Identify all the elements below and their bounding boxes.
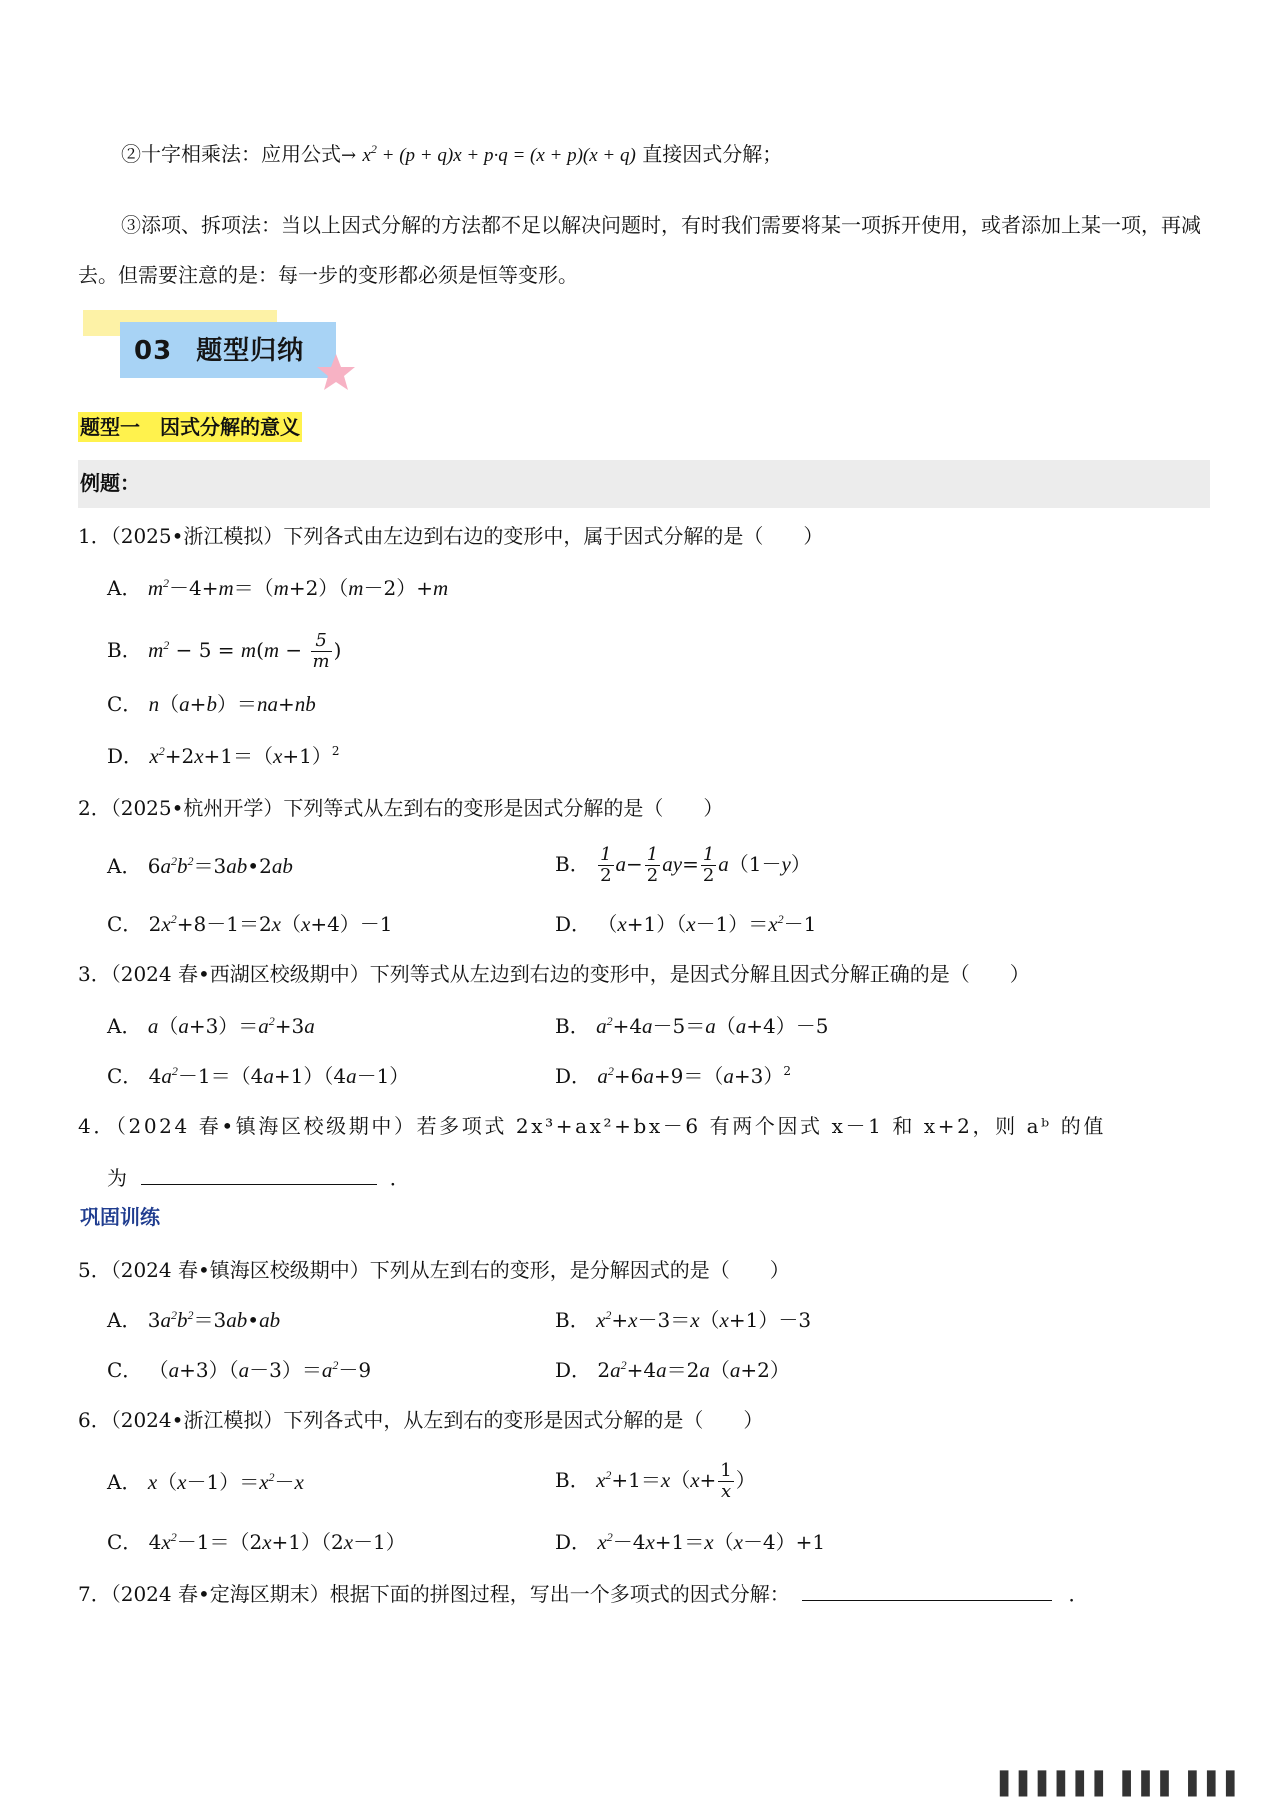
q6-stem: 6．（2024•浙江模拟）下列各式中，从左到右的变形是因式分解的是（ ）	[78, 1408, 764, 1432]
arrow-icon: →	[341, 145, 357, 166]
q6-option-b: B． $x^2+1=x(x+$ $\frac{1}{x}$ ）	[555, 1460, 756, 1502]
q3-option-c: C． $4a^2-1=(4a+1)(4a-1)$	[107, 1064, 410, 1088]
q1-option-c: C． n（a+b）＝na+nb	[107, 692, 316, 716]
watermark: ▌▌▌▌▌▌ ▌▌▌ ▌▌▌	[1000, 1772, 1246, 1797]
q1-option-d: D． $x^2+2x+1=(x+1)^2$	[107, 744, 340, 768]
option-label: A．	[107, 1014, 142, 1038]
option-label: B．	[107, 638, 142, 662]
cross-multiplication-formula: $x^2 + (p + q)x + p\cdot q = (x + p)(x + q)$	[362, 142, 636, 166]
option-label: C．	[107, 692, 143, 716]
option-label: A．	[107, 854, 142, 878]
option-label: C．	[107, 1358, 143, 1382]
method2-suffix: 直接因式分解；	[642, 142, 783, 166]
q5-option-d: D． $2a^2+4a=2a(a+2)$	[555, 1358, 790, 1382]
q2-option-c: C． $2x^2+8-1=2x(x+4)-1$	[107, 912, 393, 936]
option-label: D．	[555, 1064, 592, 1088]
star-icon	[316, 352, 356, 392]
option-label: D．	[107, 744, 144, 768]
option-label: B．	[555, 1468, 590, 1492]
section-title: 题型归纳	[196, 336, 305, 366]
option-label: D．	[555, 912, 592, 936]
type-one-title: 题型一 因式分解的意义	[78, 412, 302, 442]
method3-paragraph: ③添项、拆项法：当以上因式分解的方法都不足以解决问题时，有时我们需要将某一项拆开使用，或者添加上某一项，再减去。但需要注意的是：每一步的变形都必须是恒等变形。	[78, 213, 1201, 287]
option-label: A．	[107, 1470, 142, 1494]
option-label: C．	[107, 912, 143, 936]
section-number: 03	[134, 336, 173, 366]
q4-prefix: 为	[107, 1166, 127, 1190]
q1-stem: 1．（2025•浙江模拟）下列各式由左边到右边的变形中，属于因式分解的是（ ）	[78, 524, 824, 548]
q7-end: ．	[1068, 1582, 1089, 1606]
q2-stem: 2．（2025•杭州开学）下列等式从左到右的变形是因式分解的是（ ）	[78, 796, 724, 820]
q6-option-a: A． $x(x-1)=x^2-x$	[107, 1470, 304, 1494]
option-label: D．	[555, 1358, 592, 1382]
q5-option-c: C． $(a+3)(a-3)=a^2-9$	[107, 1358, 372, 1382]
q3-option-b: B． $a^2+4a-5=a(a+4)-5$	[555, 1014, 829, 1038]
option-label: C．	[107, 1530, 143, 1554]
q2-option-d: D． $(x+1)(x-1)=x^2-1$	[555, 912, 817, 936]
option-label: B．	[555, 852, 590, 876]
example-label: 例题：	[80, 471, 140, 495]
example-label-bar	[78, 460, 1210, 508]
answer-blank[interactable]	[802, 1578, 1052, 1601]
consolidation-title: 巩固训练	[80, 1205, 160, 1229]
q4-stem-line2	[107, 1162, 410, 1192]
option-label: C．	[107, 1064, 143, 1088]
option-label: D．	[555, 1530, 592, 1554]
method2-text: ②十字相乘法：应用公式	[121, 142, 341, 166]
q6-option-d: D． $x^2-4x+1=x(x-4)+1$	[555, 1530, 826, 1554]
q5-option-a: A． $3a^2b^2=3ab•ab$	[107, 1308, 281, 1332]
q7-stem: 7．（2024 春•定海区期末）根据下面的拼图过程，写出一个多项式的因式分解：	[78, 1582, 790, 1606]
q2-option-b: B． $\frac{1}{2}$ a− $\frac{1}{2}$ ay= $\frac{1}{2}$ a（1－y）	[555, 844, 811, 886]
q6-option-c: C． $4x^2-1=(2x+1)(2x-1)$	[107, 1530, 406, 1554]
q3-option-d: D． $a^2+6a+9=(a+3)^2$	[555, 1064, 791, 1088]
q3-stem: 3．（2024 春•西湖区校级期中）下列等式从左边到右边的变形中，是因式分解且因式分解正确的是（ ）	[78, 962, 1030, 986]
q3-option-a: A． $a(a+3)=a^2+3a$	[107, 1014, 315, 1038]
option-label: A．	[107, 576, 142, 600]
q7-line	[78, 1578, 1089, 1608]
answer-blank[interactable]	[141, 1162, 377, 1185]
option-label: B．	[555, 1308, 590, 1332]
q1-option-a: A． $m^2-4+m=(m+2)(m-2)+m$	[107, 576, 449, 600]
option-label: B．	[555, 1014, 590, 1038]
q2-option-a: A． $6a^2b^2=3ab•2ab$	[107, 854, 293, 878]
method2-line	[121, 140, 782, 170]
q5-option-b: B． $x^2+x-3=x(x+1)-3$	[555, 1308, 812, 1332]
q1-option-b: B． $m^2 - 5 = m(m$ − $\frac{5}{m}$ )	[107, 630, 342, 672]
section-banner-title	[134, 330, 304, 367]
q4-stem-line1: 4．（2024 春•镇海区校级期中）若多项式 2x³+ax²+bx－6 有两个因式 x－1 和 x+2，则 aᵇ 的值	[78, 1114, 1106, 1138]
q4-end: ．	[389, 1166, 410, 1190]
option-label: A．	[107, 1308, 142, 1332]
q5-stem: 5．（2024 春•镇海区校级期中）下列从左到右的变形，是分解因式的是（ ）	[78, 1258, 790, 1282]
